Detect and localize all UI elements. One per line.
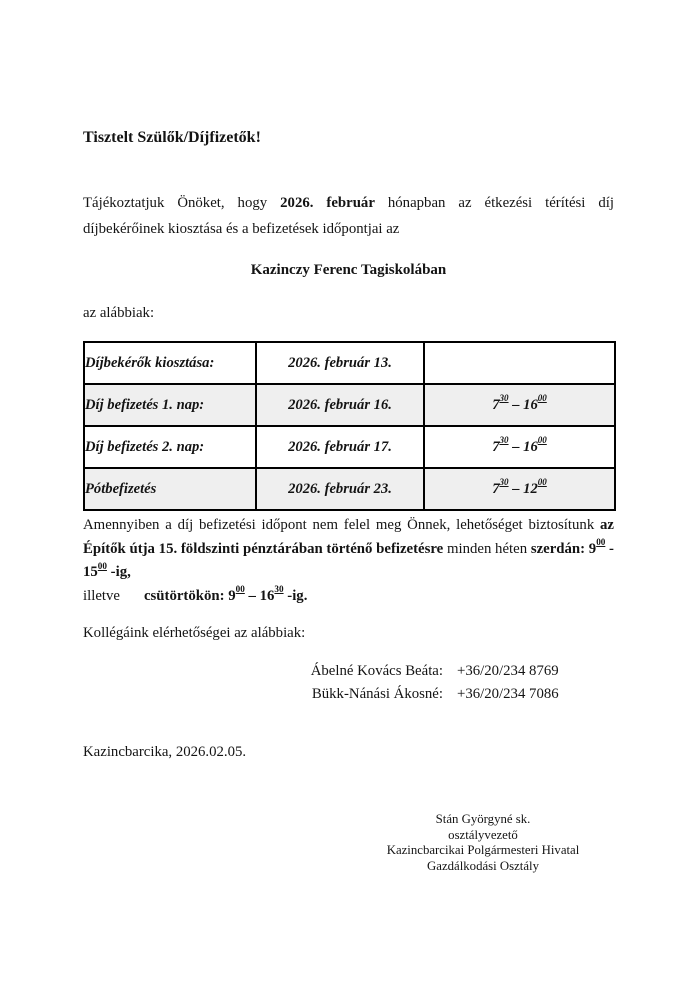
contact-row: [83, 660, 614, 683]
time-separator: –: [508, 480, 524, 497]
alt-location-bold: az Építők útja 15. földszinti pénztárában történő befizetésre: [83, 517, 614, 557]
intro-month-bold: 2026. február: [280, 195, 375, 211]
time-start-minutes: 00: [596, 537, 606, 548]
time-end-minutes: 00: [537, 435, 547, 446]
event-date-cell: 2026. február 17.: [256, 426, 424, 468]
time-end: 16: [523, 396, 538, 413]
letter-salutation: Tisztelt Szülők/Díjfizetők!: [83, 129, 261, 146]
contact-name: Bükk-Nánási Ákosné:: [311, 686, 443, 702]
time-end-minutes: 00: [97, 560, 107, 571]
contact-row: [83, 683, 614, 706]
event-time-cell: [424, 468, 615, 510]
thursday-label: csütörtökön:: [143, 587, 229, 604]
time-start-minutes: 00: [235, 584, 245, 595]
table-row-late-payment: [84, 468, 615, 510]
alternative-payment-paragraph: [83, 514, 614, 608]
time-end: 15: [83, 564, 98, 580]
signature-block: [333, 812, 633, 874]
event-date-cell: 2026. február 23.: [256, 468, 424, 510]
time-start: 9: [228, 587, 236, 604]
time-end: 16: [523, 438, 538, 455]
alt-text-mid: minden héten: [443, 540, 531, 557]
event-date-cell: 2026. február 16.: [256, 384, 424, 426]
event-time-cell: [424, 426, 615, 468]
thursday-hours: [143, 584, 308, 604]
signatory-office: Kazincbarcikai Polgármesteri Hivatal: [386, 843, 580, 857]
signatory-department: Gazdálkodási Osztály: [427, 858, 539, 873]
school-name: Kazinczy Ferenc Tagiskolában: [250, 262, 447, 278]
wednesday-label: szerdán:: [530, 540, 589, 557]
event-date-cell: 2026. február 13.: [256, 342, 424, 384]
contact-phone: +36/20/234 7086: [457, 686, 559, 702]
contact-phone: +36/20/234 8769: [457, 663, 559, 679]
city-and-date: Kazincbarcika, 2026.02.05.: [83, 744, 247, 760]
payment-schedule-table: [83, 341, 616, 511]
following-label: az alábbiak:: [83, 305, 155, 321]
table-row-payment-day2: [84, 426, 615, 468]
signatory-name: Stán Györgyné sk.: [435, 812, 531, 826]
time-end-minutes: 00: [537, 477, 547, 488]
time-start: 7: [492, 438, 500, 455]
table-row-payment-day1: [84, 384, 615, 426]
thursday-suffix: -ig.: [283, 587, 308, 604]
time-start: 7: [492, 480, 500, 497]
time-separator: –: [508, 396, 524, 413]
contact-name: Ábelné Kovács Beáta:: [310, 663, 443, 679]
time-end: 16: [259, 587, 275, 604]
event-time-cell: [424, 384, 615, 426]
time-separator: –: [508, 438, 524, 455]
time-start-minutes: 30: [499, 477, 509, 488]
event-time-cell: [424, 342, 615, 384]
time-start-minutes: 30: [499, 435, 509, 446]
time-end: 12: [523, 480, 538, 497]
contacts-list: [83, 660, 614, 706]
time-end-minutes: 30: [274, 584, 284, 595]
illetve-text: illetve: [83, 587, 120, 604]
event-label-cell: Díj befizetés 1. nap:: [84, 384, 256, 426]
table-row-invoices: [84, 342, 615, 384]
event-label-cell: Pótbefizetés: [84, 468, 256, 510]
time-start: 7: [492, 396, 500, 413]
signatory-title: osztályvezető: [448, 827, 518, 842]
alt-text-pre: Amennyiben a díj befizetési időpont nem felel meg Önnek, lehetőséget biztosítunk: [83, 517, 601, 533]
contacts-heading: Kollégáink elérhetőségei az alábbiak:: [83, 625, 306, 641]
event-label-cell: Díjbekérők kiosztása:: [84, 342, 256, 384]
time-separator: –: [244, 587, 260, 604]
wednesday-suffix: -ig,: [106, 564, 131, 580]
time-separator: -: [605, 540, 614, 557]
time-end-minutes: 00: [537, 393, 547, 404]
event-label-cell: Díj befizetés 2. nap:: [84, 426, 256, 468]
intro-paragraph: [83, 190, 614, 242]
intro-text-post: hónapban az étkezési térítési díj díjbekérőinek kiosztása és a befizetések időpontjai az: [83, 195, 614, 237]
time-start: 9: [588, 540, 597, 557]
time-start-minutes: 30: [499, 393, 509, 404]
intro-text-pre: Tájékoztatjuk Önöket, hogy: [83, 195, 281, 211]
